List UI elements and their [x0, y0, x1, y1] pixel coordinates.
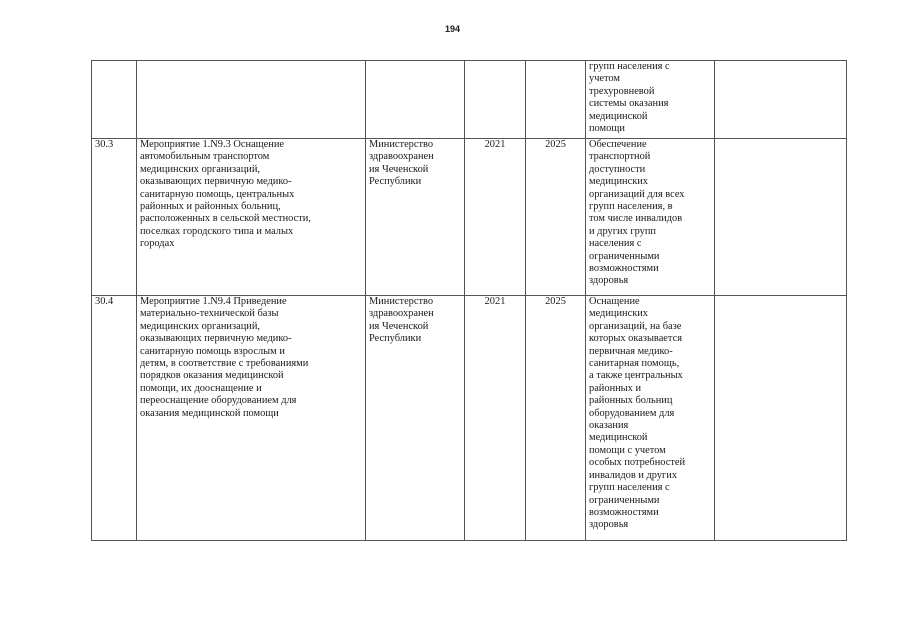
page-number: 194: [444, 24, 461, 34]
table-row: [92, 296, 847, 541]
end-year-cell: 2025: [526, 296, 586, 541]
event-description-cell: Мероприятие 1.N9.3 Оснащение автомобильным транспортом медицинских организаций, оказывающих первичную медико- санитарную помощь, центральных районных и районных больниц, расположенных в сельской местности, поселках городского типа и малых городах: [137, 139, 366, 296]
executor-cell: [366, 61, 465, 139]
end-year-cell: 2025: [526, 139, 586, 296]
end-year-cell: [526, 61, 586, 139]
expected-result-cell: Оснащение медицинских организаций, на базе которых оказывается первичная медико- санитарная помощь, а также центральных районных и районных больниц оборудованием для оказания медицинской помощи с учетом особых потребностей инвалидов и других групп населения с ограниченными возможностями здоровья: [586, 296, 715, 541]
event-description-cell: Мероприятие 1.N9.4 Приведение материально-технической базы медицинских организаций, оказывающих первичную медико- санитарную помощь взрослым и детям, в соответствие с требованиями порядков оказания медицинской помощи, их дооснащение и переоснащение оборудованием для оказания медицинской помощи: [137, 296, 366, 541]
event-description-cell: [137, 61, 366, 139]
start-year-cell: [465, 61, 526, 139]
executor-cell: Министерство здравоохранен ия Чеченской Республики: [366, 139, 465, 296]
table-row: [92, 139, 847, 296]
indicator-cell: [715, 296, 847, 541]
indicator-cell: [715, 61, 847, 139]
item-number-cell: 30.3: [92, 139, 137, 296]
program-activities-table: [91, 60, 847, 541]
table-row: [92, 61, 847, 139]
indicator-cell: [715, 139, 847, 296]
item-number-cell: 30.4: [92, 296, 137, 541]
start-year-cell: 2021: [465, 296, 526, 541]
expected-result-cell: Обеспечение транспортной доступности медицинских организаций для всех групп населения, в том числе инвалидов и других групп населения с ограниченными возможностями здоровья: [586, 139, 715, 296]
expected-result-cell: групп населения с учетом трехуровневой системы оказания медицинской помощи: [586, 61, 715, 139]
item-number-cell: [92, 61, 137, 139]
start-year-cell: 2021: [465, 139, 526, 296]
executor-cell: Министерство здравоохранен ия Чеченской Республики: [366, 296, 465, 541]
